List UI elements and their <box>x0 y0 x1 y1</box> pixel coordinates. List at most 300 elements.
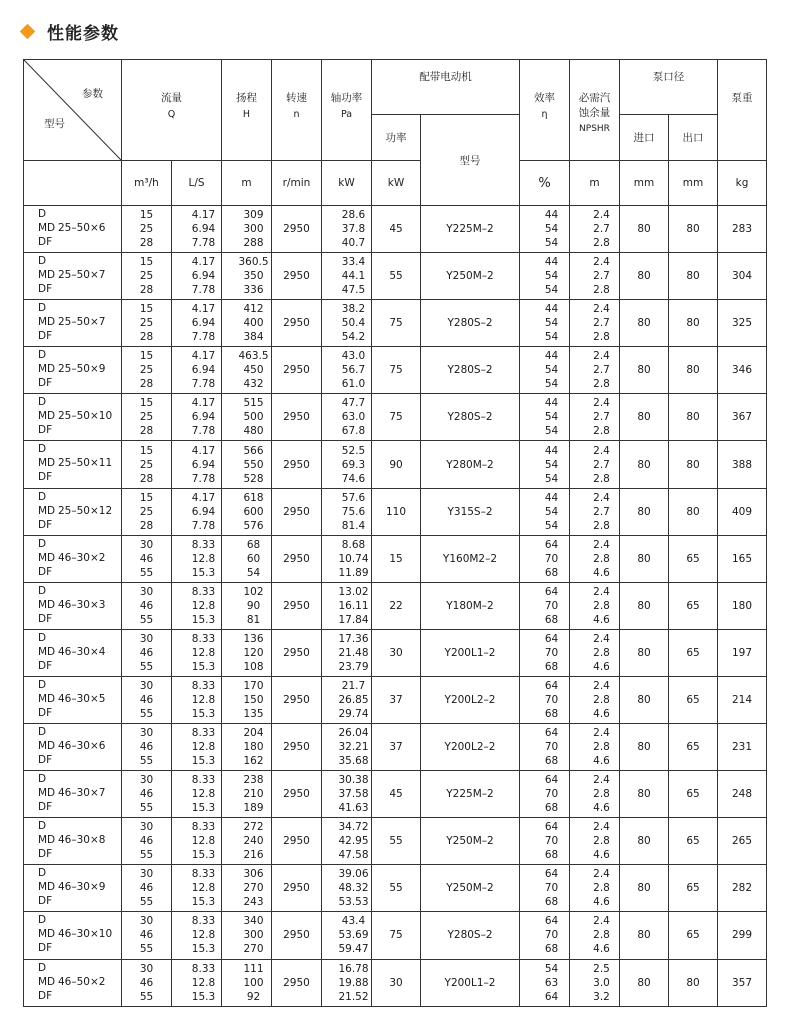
model-prefix: MD <box>38 504 56 517</box>
param-label: 参数 <box>82 88 103 100</box>
head-cell-value: 340 <box>243 915 264 928</box>
motor-power-cell: 37 <box>372 724 421 771</box>
model-cell <box>24 582 122 629</box>
flow-m3h-cell-value: 46 <box>139 976 154 989</box>
shaft-power-cell-value: 26.85 <box>338 693 369 706</box>
model-prefix: MD <box>38 928 56 941</box>
flow-m3h-cell-value: 28 <box>139 425 154 438</box>
model-prefix: MD <box>38 410 56 423</box>
npsh-cell-value: 4.6 <box>593 802 610 815</box>
efficiency-cell-value: 44 <box>544 397 559 410</box>
motor-power-cell: 22 <box>372 582 421 629</box>
flow-ls-cell-value: 7.78 <box>191 519 216 532</box>
head-cell <box>222 441 272 488</box>
model-prefix: D <box>38 726 47 739</box>
head-cell-value: 272 <box>243 821 264 834</box>
flow-ls-cell-value: 12.8 <box>191 929 216 942</box>
efficiency-cell <box>520 912 570 959</box>
motor-power-cell: 30 <box>372 629 421 676</box>
npsh-cell-value: 2.4 <box>593 868 610 881</box>
model-prefix: D <box>38 490 47 503</box>
model-prefix: DF <box>38 565 53 578</box>
unit-outlet: mm <box>669 161 718 206</box>
head-cell-value: 162 <box>243 755 264 768</box>
head-cell-value: 170 <box>243 679 264 692</box>
model-prefix: MD <box>38 222 56 234</box>
head-cell <box>222 676 272 723</box>
flow-ls-cell-value: 12.8 <box>191 788 216 801</box>
speed-cell: 2950 <box>272 535 322 582</box>
head-cell <box>222 488 272 535</box>
flow-ls-cell-value: 15.3 <box>191 613 216 626</box>
npsh-cell <box>570 441 620 488</box>
model-prefix: D <box>38 584 47 597</box>
outlet-cell: 80 <box>669 300 718 347</box>
motor-power-cell: 30 <box>372 959 421 1006</box>
flow-m3h-cell-value: 55 <box>139 802 154 815</box>
flow-ls-cell-value: 6.94 <box>191 223 216 236</box>
flow-ls-cell-value: 6.94 <box>191 270 216 283</box>
flow-m3h-cell-value: 55 <box>139 660 154 673</box>
shaft-power-cell-value: 38.2 <box>341 303 366 316</box>
efficiency-cell-value: 68 <box>544 707 559 720</box>
inlet-cell: 80 <box>620 959 669 1006</box>
model-prefix: MD <box>38 834 56 847</box>
unit-eff: % <box>520 161 570 206</box>
shaft-power-cell <box>322 253 372 300</box>
motor-power-cell: 75 <box>372 347 421 394</box>
flow-ls-cell-value: 6.94 <box>191 364 216 377</box>
head-cell <box>222 347 272 394</box>
shaft-power-cell-value: 21.7 <box>341 679 366 692</box>
flow-ls-cell <box>172 488 222 535</box>
shaft-power-cell <box>322 441 372 488</box>
model-name: 46–30×8 <box>58 834 106 847</box>
model-prefix: DF <box>38 801 53 814</box>
npsh-cell-value: 2.8 <box>593 929 610 942</box>
model-cell <box>24 724 122 771</box>
flow-ls-cell-value: 12.8 <box>191 599 216 612</box>
flow-m3h-cell-value: 30 <box>139 585 154 598</box>
flow-ls-cell-value: 6.94 <box>191 411 216 424</box>
motor-model-cell: Y315S–2 <box>421 488 520 535</box>
npsh-header: 必需汽 蚀余量 NPSHR <box>570 60 620 161</box>
efficiency-cell-value: 68 <box>544 943 559 956</box>
inlet-cell: 80 <box>620 441 669 488</box>
npsh-cell <box>570 724 620 771</box>
npsh-cell-value: 2.4 <box>593 444 610 457</box>
efficiency-cell-value: 68 <box>544 849 559 862</box>
efficiency-cell <box>520 394 570 441</box>
npsh-cell-value: 2.7 <box>593 458 610 471</box>
shaft-power-cell-value: 74.6 <box>341 472 366 485</box>
flow-m3h-cell-value: 30 <box>139 962 154 975</box>
flow-m3h-cell <box>122 347 172 394</box>
head-cell-value: 60 <box>246 552 261 565</box>
shaft-power-cell <box>322 676 372 723</box>
inlet-cell: 80 <box>620 818 669 865</box>
model-cell <box>24 206 122 253</box>
flow-m3h-cell <box>122 771 172 818</box>
flow-ls-cell-value: 8.33 <box>191 774 216 787</box>
npsh-cell <box>570 865 620 912</box>
shaft-power-cell-value: 32.21 <box>338 741 369 754</box>
model-prefix: DF <box>38 612 53 625</box>
flow-ls-cell-value: 15.3 <box>191 755 216 768</box>
efficiency-cell-value: 44 <box>544 350 559 363</box>
flow-ls-cell-value: 15.3 <box>191 896 216 909</box>
efficiency-cell-value: 54 <box>544 317 559 330</box>
flow-m3h-cell <box>122 959 172 1006</box>
head-cell <box>222 771 272 818</box>
diamond-bullet-icon <box>20 23 36 39</box>
npsh-cell-value: 4.6 <box>593 849 610 862</box>
npsh-cell-value: 2.8 <box>593 378 610 391</box>
npsh-cell-value: 2.8 <box>593 646 610 659</box>
shaft-power-cell-value: 21.48 <box>338 646 369 659</box>
motor-power-cell: 90 <box>372 441 421 488</box>
flow-ls-cell-value: 15.3 <box>191 849 216 862</box>
speed-cell: 2950 <box>272 394 322 441</box>
flow-m3h-cell-value: 30 <box>139 632 154 645</box>
npsh-cell-value: 3.0 <box>593 976 610 989</box>
head-cell-value: 135 <box>243 707 264 720</box>
flow-m3h-cell <box>122 206 172 253</box>
head-cell-value: 270 <box>243 882 264 895</box>
efficiency-cell <box>520 676 570 723</box>
performance-table <box>23 59 767 1007</box>
motor-model-cell: Y280S–2 <box>421 394 520 441</box>
efficiency-cell-value: 68 <box>544 802 559 815</box>
efficiency-cell-value: 54 <box>544 378 559 391</box>
flow-m3h-cell-value: 55 <box>139 896 154 909</box>
motor-power-cell: 75 <box>372 394 421 441</box>
npsh-cell-value: 3.2 <box>593 990 610 1003</box>
unit-head: m <box>222 161 272 206</box>
table-row <box>24 629 767 676</box>
efficiency-cell-value: 54 <box>544 962 559 975</box>
model-prefix: D <box>38 820 47 833</box>
flow-ls-cell <box>172 394 222 441</box>
head-cell-value: 350 <box>243 270 264 283</box>
npsh-cell-value: 2.8 <box>593 835 610 848</box>
npsh-cell-value: 2.4 <box>593 727 610 740</box>
npsh-cell <box>570 912 620 959</box>
model-prefix: MD <box>38 692 56 705</box>
flow-m3h-cell <box>122 394 172 441</box>
head-cell-value: 500 <box>243 411 264 424</box>
npsh-cell-value: 2.8 <box>593 331 610 344</box>
table-row <box>24 676 767 723</box>
flow-ls-cell-value: 12.8 <box>191 693 216 706</box>
motor-power-cell: 55 <box>372 253 421 300</box>
motor-power-cell: 55 <box>372 865 421 912</box>
inlet-cell: 80 <box>620 676 669 723</box>
flow-m3h-cell-value: 30 <box>139 538 154 551</box>
inlet-cell: 80 <box>620 629 669 676</box>
flow-m3h-cell-value: 25 <box>139 505 154 518</box>
head-cell-value: 210 <box>243 788 264 801</box>
flow-ls-cell <box>172 912 222 959</box>
motor-power-cell: 15 <box>372 535 421 582</box>
npsh-cell <box>570 488 620 535</box>
unit-flow-m3h: m³/h <box>122 161 172 206</box>
model-prefix: MD <box>38 881 56 894</box>
speed-cell: 2950 <box>272 488 322 535</box>
model-prefix: DF <box>38 330 53 343</box>
motor-power-cell: 45 <box>372 206 421 253</box>
shaft-power-cell-value: 34.72 <box>338 821 369 834</box>
shaft-power-cell-value: 23.79 <box>338 660 369 673</box>
head-cell-value: 576 <box>243 519 264 532</box>
motor-model-cell: Y200L2–2 <box>421 724 520 771</box>
motor-model-cell: Y225M–2 <box>421 206 520 253</box>
unit-motor: kW <box>372 161 421 206</box>
flow-ls-cell-value: 8.33 <box>191 632 216 645</box>
shaft-power-cell-value: 39.06 <box>338 868 369 881</box>
efficiency-cell-value: 64 <box>544 538 559 551</box>
outlet-cell: 80 <box>669 959 718 1006</box>
efficiency-cell-value: 54 <box>544 331 559 344</box>
efficiency-cell-value: 54 <box>544 364 559 377</box>
efficiency-cell-value: 64 <box>544 821 559 834</box>
flow-m3h-cell-value: 55 <box>139 566 154 579</box>
shaft-power-cell <box>322 959 372 1006</box>
shaft-power-cell-value: 13.02 <box>338 585 369 598</box>
motor-model-cell: Y250M–2 <box>421 865 520 912</box>
efficiency-cell-value: 70 <box>544 929 559 942</box>
model-name: 25–50×6 <box>58 222 106 234</box>
npsh-cell-value: 4.6 <box>593 566 610 579</box>
head-cell-value: 180 <box>243 741 264 754</box>
model-prefix: D <box>38 208 47 220</box>
flow-m3h-cell-value: 30 <box>139 727 154 740</box>
efficiency-cell <box>520 347 570 394</box>
efficiency-cell <box>520 818 570 865</box>
flow-m3h-cell-value: 30 <box>139 868 154 881</box>
efficiency-cell-value: 54 <box>544 223 559 236</box>
efficiency-cell-value: 44 <box>544 303 559 316</box>
model-cell <box>24 629 122 676</box>
head-cell-value: 102 <box>243 585 264 598</box>
model-cell <box>24 347 122 394</box>
flow-m3h-cell <box>122 629 172 676</box>
head-cell-value: 300 <box>243 223 264 236</box>
model-prefix: D <box>38 961 47 974</box>
model-prefix: MD <box>38 975 56 988</box>
motor-power-cell: 75 <box>372 912 421 959</box>
npsh-cell-value: 2.8 <box>593 741 610 754</box>
flow-ls-cell-value: 15.3 <box>191 802 216 815</box>
inlet-cell: 80 <box>620 535 669 582</box>
flow-ls-cell-value: 6.94 <box>191 317 216 330</box>
model-prefix: MD <box>38 457 56 470</box>
head-cell <box>222 912 272 959</box>
unit-flow-ls: L/S <box>172 161 222 206</box>
head-cell-value: 463.5 <box>238 350 269 363</box>
head-cell-value: 54 <box>246 566 261 579</box>
flow-m3h-cell-value: 28 <box>139 519 154 532</box>
unit-inlet: mm <box>620 161 669 206</box>
flow-m3h-cell <box>122 441 172 488</box>
flow-ls-cell-value: 12.8 <box>191 646 216 659</box>
flow-m3h-cell-value: 15 <box>139 397 154 410</box>
outlet-cell: 65 <box>669 771 718 818</box>
flow-ls-cell <box>172 771 222 818</box>
model-prefix: MD <box>38 598 56 611</box>
shaft-power-cell <box>322 347 372 394</box>
npsh-cell-value: 2.8 <box>593 599 610 612</box>
flow-m3h-cell-value: 28 <box>139 284 154 297</box>
table-row <box>24 253 767 300</box>
outlet-cell: 80 <box>669 347 718 394</box>
head-cell-value: 108 <box>243 660 264 673</box>
inlet-cell: 80 <box>620 394 669 441</box>
npsh-cell-value: 2.4 <box>593 256 610 269</box>
efficiency-cell-value: 44 <box>544 256 559 269</box>
model-cell <box>24 818 122 865</box>
flow-m3h-cell-value: 30 <box>139 821 154 834</box>
efficiency-cell-value: 54 <box>544 237 559 250</box>
outlet-cell: 65 <box>669 912 718 959</box>
model-name: 46–30×6 <box>58 740 106 753</box>
weight-cell: 357 <box>718 959 767 1006</box>
efficiency-cell-value: 68 <box>544 755 559 768</box>
shaft-power-cell-value: 53.69 <box>338 929 369 942</box>
npsh-cell <box>570 676 620 723</box>
shaft-power-cell <box>322 865 372 912</box>
shaft-power-cell-value: 35.68 <box>338 755 369 768</box>
flow-m3h-cell <box>122 912 172 959</box>
efficiency-cell <box>520 582 570 629</box>
head-cell-value: 360.5 <box>238 256 269 269</box>
flow-ls-cell-value: 7.78 <box>191 331 216 344</box>
flow-ls-cell-value: 8.33 <box>191 821 216 834</box>
shaft-power-cell-value: 21.52 <box>338 990 369 1003</box>
weight-cell: 265 <box>718 818 767 865</box>
model-prefix: DF <box>38 942 53 955</box>
model-prefix: MD <box>38 645 56 658</box>
model-cell <box>24 253 122 300</box>
weight-cell: 409 <box>718 488 767 535</box>
npsh-cell <box>570 347 620 394</box>
npsh-cell-value: 4.6 <box>593 896 610 909</box>
npsh-cell-value: 2.7 <box>593 270 610 283</box>
flow-ls-cell-value: 12.8 <box>191 976 216 989</box>
head-cell-value: 136 <box>243 632 264 645</box>
inlet-cell: 80 <box>620 253 669 300</box>
model-cell <box>24 488 122 535</box>
inlet-cell: 80 <box>620 724 669 771</box>
inlet-cell: 80 <box>620 912 669 959</box>
head-cell-value: 189 <box>243 802 264 815</box>
flow-m3h-cell-value: 25 <box>139 223 154 236</box>
shaft-power-cell <box>322 206 372 253</box>
model-prefix: DF <box>38 424 53 437</box>
head-cell-value: 120 <box>243 646 264 659</box>
efficiency-cell-value: 64 <box>544 868 559 881</box>
flow-m3h-cell-value: 55 <box>139 755 154 768</box>
flow-ls-cell <box>172 253 222 300</box>
efficiency-cell <box>520 959 570 1006</box>
shaft-power-cell-value: 52.5 <box>341 444 366 457</box>
weight-cell: 283 <box>718 206 767 253</box>
head-cell-value: 600 <box>243 505 264 518</box>
motor-model-cell: Y225M–2 <box>421 771 520 818</box>
npsh-cell-value: 2.4 <box>593 774 610 787</box>
model-cell <box>24 771 122 818</box>
motor-model-cell: Y200L2–2 <box>421 676 520 723</box>
head-cell-value: 450 <box>243 364 264 377</box>
head-cell-value: 111 <box>243 962 264 975</box>
speed-cell: 2950 <box>272 441 322 488</box>
flow-ls-cell-value: 4.17 <box>191 303 216 316</box>
model-name: 46–30×2 <box>58 551 106 564</box>
efficiency-header: 效率 η <box>520 60 570 161</box>
speed-cell: 2950 <box>272 771 322 818</box>
npsh-cell-value: 4.6 <box>593 755 610 768</box>
head-cell-value: 90 <box>246 599 261 612</box>
head-cell-value: 238 <box>243 774 264 787</box>
shaft-power-cell-value: 29.74 <box>338 707 369 720</box>
model-name: 46–30×5 <box>58 692 106 705</box>
flow-m3h-cell <box>122 253 172 300</box>
npsh-cell-value: 2.7 <box>593 223 610 236</box>
model-prefix: DF <box>38 754 53 767</box>
head-cell-value: 566 <box>243 444 264 457</box>
motor-model-cell: Y180M–2 <box>421 582 520 629</box>
model-cell <box>24 535 122 582</box>
shaft-power-cell <box>322 724 372 771</box>
efficiency-cell <box>520 300 570 347</box>
npsh-cell <box>570 629 620 676</box>
npsh-cell-value: 2.8 <box>593 284 610 297</box>
model-name: 46–30×3 <box>58 598 106 611</box>
npsh-cell-value: 2.4 <box>593 397 610 410</box>
table-row <box>24 347 767 394</box>
efficiency-cell <box>520 535 570 582</box>
npsh-cell-value: 2.4 <box>593 821 610 834</box>
flow-m3h-cell-value: 46 <box>139 788 154 801</box>
head-cell-value: 204 <box>243 727 264 740</box>
efficiency-cell <box>520 724 570 771</box>
efficiency-cell-value: 54 <box>544 270 559 283</box>
flow-m3h-cell-value: 15 <box>139 350 154 363</box>
head-cell-value: 216 <box>243 849 264 862</box>
weight-cell: 165 <box>718 535 767 582</box>
flow-m3h-cell-value: 46 <box>139 929 154 942</box>
efficiency-cell-value: 70 <box>544 882 559 895</box>
shaft-power-cell-value: 67.8 <box>341 425 366 438</box>
outlet-cell: 80 <box>669 488 718 535</box>
weight-cell: 231 <box>718 724 767 771</box>
model-prefix: MD <box>38 316 56 329</box>
npsh-cell-value: 2.8 <box>593 882 610 895</box>
flow-ls-cell <box>172 441 222 488</box>
motor-power-header: 功率 <box>372 115 421 161</box>
shaft-power-cell-value: 54.2 <box>341 331 366 344</box>
npsh-cell <box>570 394 620 441</box>
efficiency-cell-value: 64 <box>544 915 559 928</box>
model-cell <box>24 676 122 723</box>
npsh-cell-value: 2.8 <box>593 552 610 565</box>
flow-ls-cell-value: 8.33 <box>191 915 216 928</box>
efficiency-cell-value: 70 <box>544 788 559 801</box>
model-label: 型号 <box>44 118 65 130</box>
speed-cell: 2950 <box>272 959 322 1006</box>
weight-cell: 282 <box>718 865 767 912</box>
weight-cell: 180 <box>718 582 767 629</box>
